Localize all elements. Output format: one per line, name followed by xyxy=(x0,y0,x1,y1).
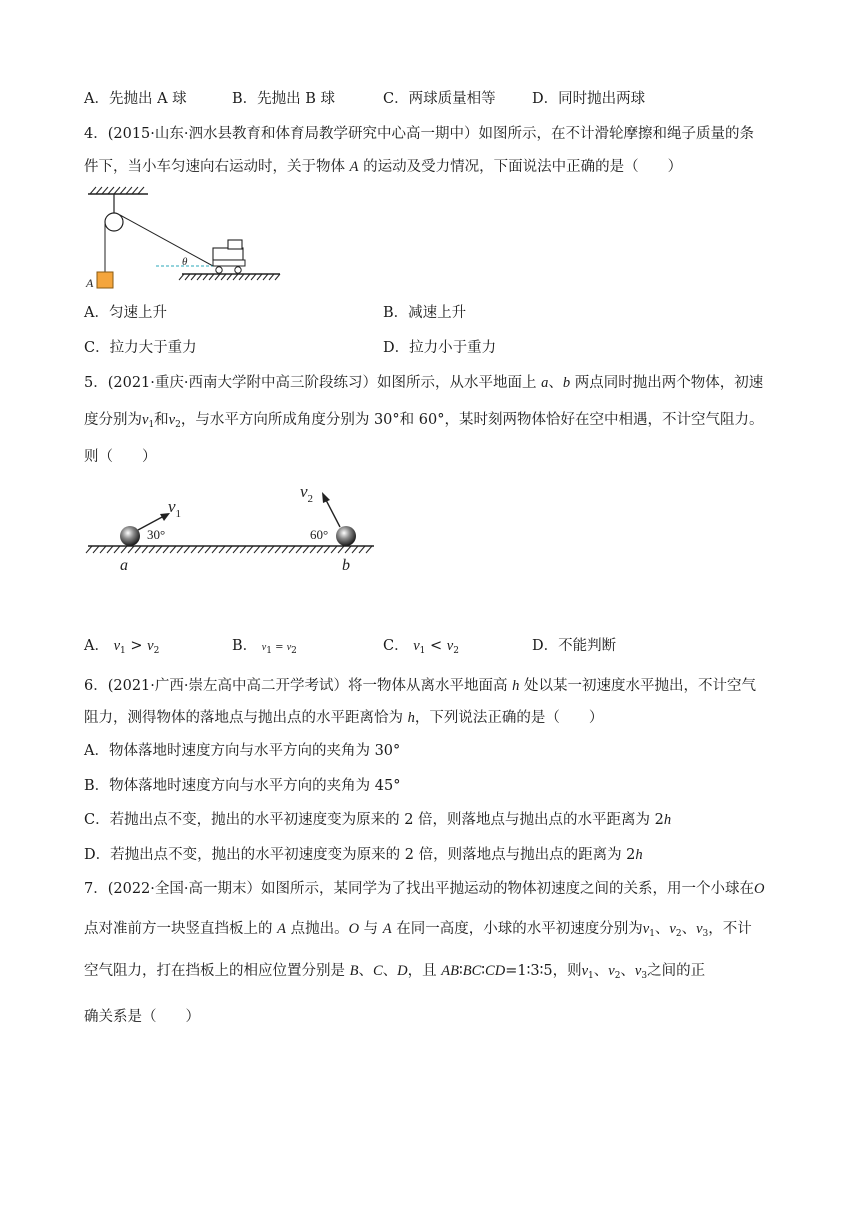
q5-option-c: C． $v_1 < v_2$ xyxy=(383,638,459,656)
q4-option-d: D．拉力小于重力 xyxy=(383,340,497,356)
fig-label-A: A xyxy=(86,276,94,290)
svg-text:v1: $v_1$ xyxy=(168,497,182,520)
q4-option-a: A．匀速上升 xyxy=(84,305,167,321)
q7-stem-line1: 7．(2022·全国·高一期末）如图所示，某同学为了找出平抛运动的物体初速度之间的关系，用一个小球在O xyxy=(84,881,765,897)
q4-option-b: B．减速上升 xyxy=(383,305,467,321)
svg-text:v2: $v_2$ xyxy=(300,482,314,505)
q4-option-c: C．拉力大于重力 xyxy=(84,340,197,356)
q7-stem-line2: 点对准前方一块竖直挡板上的 A 点抛出。O 与 A 在同一高度，小球的水平初速度分别为$v_1$、$v_2$、$v_3$，不计 xyxy=(84,921,752,939)
fig-angle-60: 60° xyxy=(310,527,329,542)
q5-stem-line3: 则（ ） xyxy=(84,449,157,465)
q6-stem-line2: 阻力，测得物体的落地点与抛出点的水平距离恰为 h，下列说法正确的是（ ） xyxy=(84,710,604,726)
q3-option-c: C．两球质量相等 xyxy=(383,91,496,107)
q4-stem-line2: 件下，当小车匀速向右运动时，关于物体 A 的运动及受力情况，下面说法中正确的是（ ） xyxy=(84,159,683,175)
q5-option-d: D．不能判断 xyxy=(532,638,617,654)
pulley-cart-figure xyxy=(84,186,284,294)
q5-stem-line1: 5．(2021·重庆·西南大学附中高三阶段练习）如图所示，从水平地面上 a、b 两点同时抛出两个物体，初速 xyxy=(84,375,764,391)
q3-option-d: D．同时抛出两球 xyxy=(532,91,646,107)
q5-option-b: B． $v_1 = v_2$ xyxy=(232,638,297,656)
fig-angle-30: 30° xyxy=(147,527,166,542)
fig-label-b: b xyxy=(342,557,350,574)
q5-option-a: A． $v_1 > v_2$ xyxy=(84,638,160,656)
q3-option-a: A．先抛出 A 球 xyxy=(84,91,187,107)
q7-stem-line3: 空气阻力，打在挡板上的相应位置分别是 B、C、D，且 AB∶BC∶CD=1∶3∶5，则$v_1$、$v_2$、$v_3$之间的正 xyxy=(84,963,706,981)
q6-option-a: A．物体落地时速度方向与水平方向的夹角为 30° xyxy=(84,743,401,759)
q6-option-d: D．若抛出点不变，抛出的水平初速度变为原来的 2 倍，则落地点与抛出点的距离为 2h xyxy=(84,847,643,863)
fig-label-a: a xyxy=(120,557,128,574)
q3-option-b: B．先抛出 B 球 xyxy=(232,91,336,107)
q5-stem-line2: 度分别为$v_1$和$v_2$，与水平方向所成角度分别为 30°和 60°，某时刻两物体恰好在空中相遇，不计空气阻力。 xyxy=(84,412,764,430)
q6-option-c: C．若抛出点不变，抛出的水平初速度变为原来的 2 倍，则落地点与抛出点的水平距离为 2h xyxy=(84,812,672,828)
fig-label-theta: θ xyxy=(182,256,188,268)
q6-option-b: B．物体落地时速度方向与水平方向的夹角为 45° xyxy=(84,778,401,794)
q4-stem-line1: 4．(2015·山东·泗水县教育和体育局教学研究中心高一期中）如图所示，在不计滑轮摩擦和绳子质量的条 xyxy=(84,126,754,142)
q7-stem-line4: 确关系是（ ） xyxy=(84,1009,200,1025)
projectile-figure xyxy=(84,478,384,574)
q6-stem-line1: 6．(2021·广西·崇左高中高二开学考试）将一物体从离水平地面高 h 处以某一初速度水平抛出，不计空气 xyxy=(84,678,756,694)
